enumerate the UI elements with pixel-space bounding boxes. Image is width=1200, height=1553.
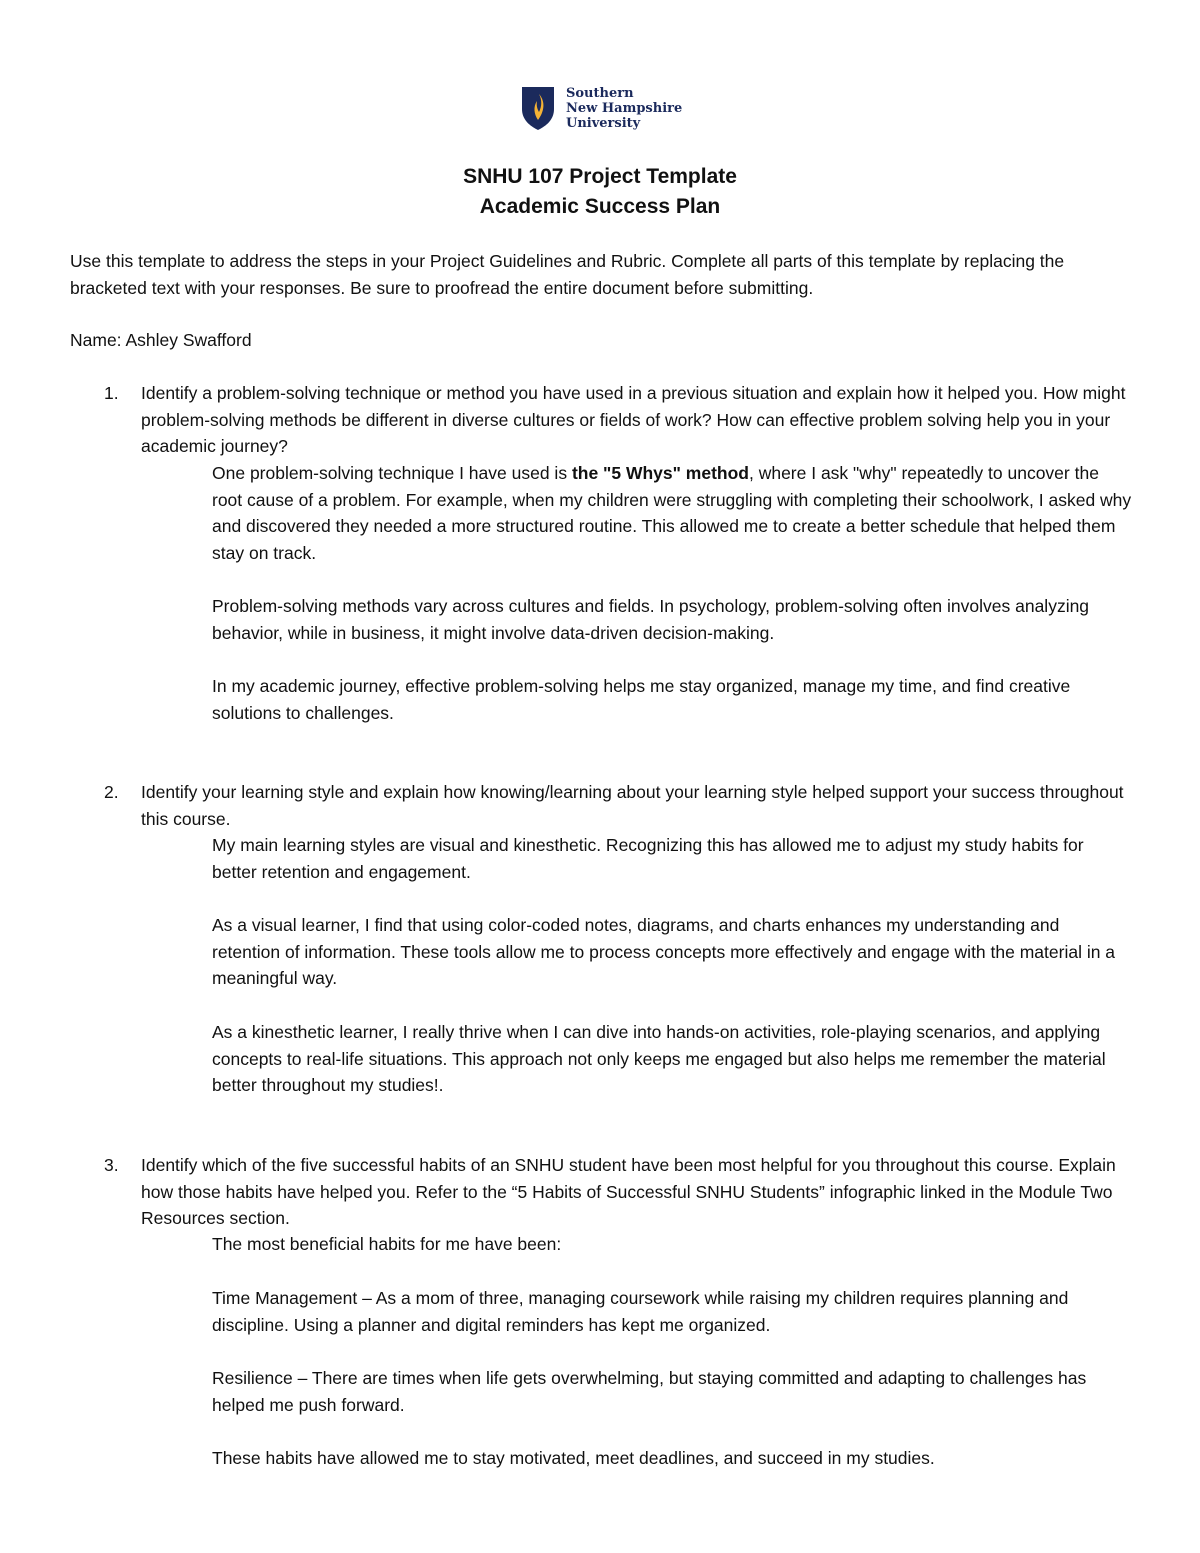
university-logo — [520, 84, 682, 132]
question-number: 2. — [104, 782, 119, 802]
question-prompt: Identify which of the five successful habits of an SNHU student have been most helpful for you throughout this course. Explain how those habits have helped you. Refer to the “5 Habits of Successful SNHU Students” infographic linked in the Module Two Resources section. — [141, 1155, 1116, 1228]
logo-line-3: University — [566, 115, 641, 131]
question-3 — [70, 1152, 1130, 1232]
answer-paragraph: These habits have allowed me to stay motivated, meet deadlines, and succeed in my studies. — [212, 1448, 935, 1468]
bold-method-name: the "5 Whys" method — [571, 463, 749, 483]
question-prompt: Identify your learning style and explain how knowing/learning about your learning style helped support your success throughout this course. — [141, 782, 1124, 829]
answer-paragraph: Resilience – There are times when life gets overwhelming, but staying committed and adapting to challenges has helped me push forward. — [212, 1368, 1087, 1415]
document-subtitle: Academic Success Plan — [479, 195, 721, 218]
answer-paragraph: The most beneficial habits for me have been: — [212, 1234, 562, 1254]
answer-paragraph: My main learning styles are visual and kinesthetic. Recognizing this has allowed me to adjust my study habits for better retention and engagement. — [212, 835, 1084, 882]
logo-line-1: Southern — [566, 85, 634, 101]
document-title: SNHU 107 Project Template — [463, 165, 737, 188]
answer-paragraph: In my academic journey, effective problem-solving helps me stay organized, manage my time, and find creative solutions to challenges. — [212, 676, 1071, 723]
logo-wordmark — [566, 86, 682, 131]
question-1 — [70, 380, 1130, 460]
question-number: 1. — [104, 383, 119, 403]
question-prompt: Identify a problem-solving technique or method you have used in a previous situation and explain how it helped you. How might problem-solving methods be different in diverse cultures or fields of work? How can effective problem solving help you in your academic journey? — [141, 383, 1126, 456]
answer-paragraph: Time Management – As a mom of three, managing coursework while raising my children requires planning and discipline. Using a planner and digital reminders has kept me organized. — [212, 1288, 1069, 1335]
question-number: 3. — [104, 1155, 119, 1175]
student-name: Name: Ashley Swafford — [70, 330, 252, 350]
logo-line-2: New Hampshire — [566, 100, 683, 116]
answer-paragraph: As a kinesthetic learner, I really thrive when I can dive into hands-on activities, role-playing scenarios, and applying concepts to real-life situations. This approach not only keeps me engaged but also helps me remember the material better throughout my studies!. — [212, 1022, 1106, 1095]
answer-paragraph: As a visual learner, I find that using color-coded notes, diagrams, and charts enhances my understanding and retention of information. These tools allow me to process concepts more effectively and engage with the material in a meaningful way. — [212, 915, 1116, 988]
shield-flame-icon — [520, 85, 556, 131]
intro-paragraph: Use this template to address the steps in your Project Guidelines and Rubric. Complete all parts of this template by replacing the bracketed text with your responses. Be sure to proofread the entire document before submitting. — [70, 251, 1065, 298]
question-2 — [70, 779, 1130, 832]
answer-paragraph: One problem-solving technique I have used is the "5 Whys" method, where I ask "why" repeatedly to uncover the root cause of a problem. For example, when my children were struggling with completing their schoolwork, I asked why and discovered they needed a more structured routine. This allowed me to create a better schedule that helped them stay on track. — [212, 463, 1132, 563]
answer-paragraph: Problem-solving methods vary across cultures and fields. In psychology, problem-solving often involves analyzing behavior, while in business, it might involve data-driven decision-making. — [212, 596, 1090, 643]
